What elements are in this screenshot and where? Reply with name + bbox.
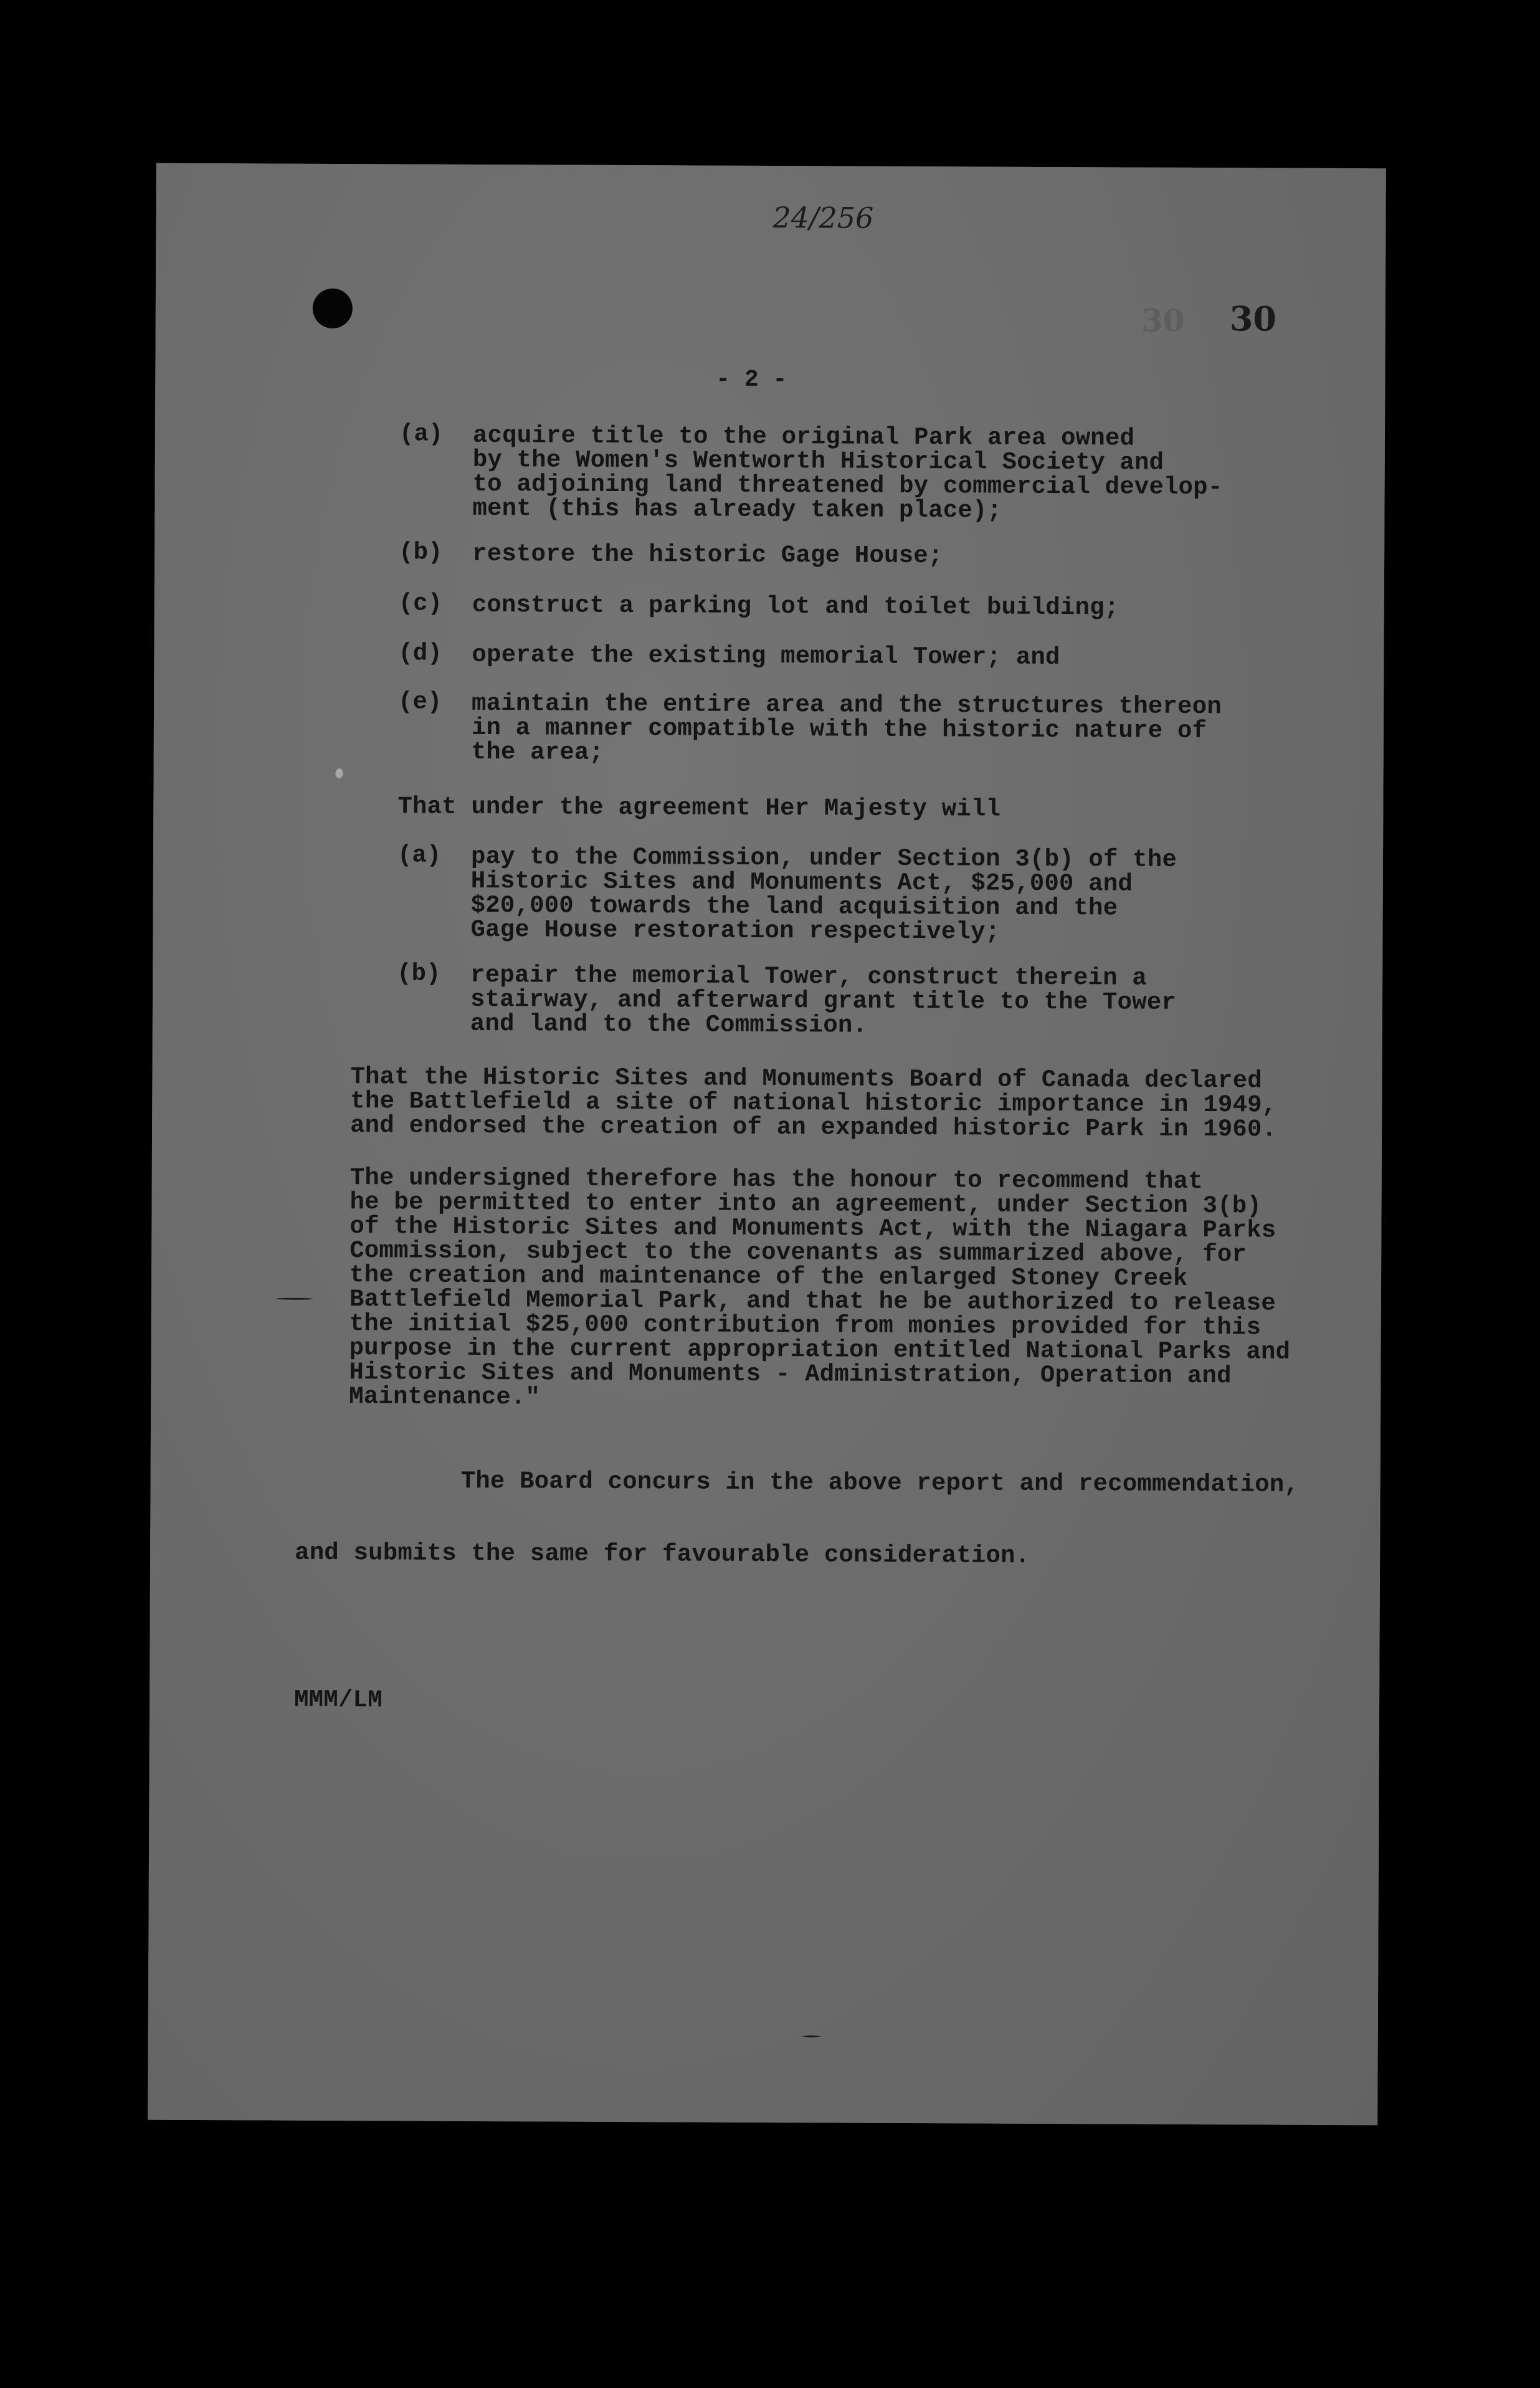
list-2-item-b-label: (b)	[397, 960, 441, 988]
list-1-item-b-label: (b)	[399, 538, 443, 566]
list-1-item-a-line-1: acquire title to the original Park area owned	[472, 421, 1135, 452]
folio-number: 30	[1229, 298, 1277, 339]
list-1-item-c-label: (c)	[398, 590, 443, 618]
list-2-item-a-line-2: Historic Sites and Monuments Act, $25,000 and	[470, 867, 1133, 898]
author-initials: MMM/LM	[294, 1686, 383, 1714]
list-2-item-a-line-3: $20,000 towards the land acquisition and the	[470, 891, 1118, 922]
board-concurs-line-1: The Board concurs in the above report and recommendation,	[460, 1467, 1300, 1499]
board-concurs-line-2: and submits the same for favourable consideration.	[295, 1539, 1030, 1570]
list-1-item-c-line-1: construct a parking lot and toilet building;	[472, 591, 1119, 622]
paragraph-2-line-7: the initial $25,000 contribution from monies provided for this	[349, 1310, 1262, 1342]
faded-folio-number: 30	[1141, 302, 1185, 339]
paragraph-1-line-1: That the Historic Sites and Monuments Board of Canada declared	[350, 1063, 1262, 1095]
punch-hole	[313, 289, 353, 328]
paragraph-2-line-9: Historic Sites and Monuments - Administration, Operation and	[349, 1359, 1232, 1390]
list-1-item-a-line-2: by the Women's Wentworth Historical Society and	[472, 446, 1164, 477]
paragraph-2-line-10: Maintenance."	[349, 1383, 541, 1411]
paragraph-1-line-3: and endorsed the creation of an expanded historic Park in 1960.	[350, 1112, 1277, 1144]
list-1-item-e-label: (e)	[397, 688, 442, 716]
list-1-item-e-line-1: maintain the entire area and the structures thereon	[471, 689, 1222, 721]
list-1-item-d-label: (d)	[398, 639, 442, 667]
list-2-item-a-line-1: pay to the Commission, under Section 3(b) of the	[470, 843, 1177, 874]
paragraph-1-line-2: the Battlefield a site of national historic importance in 1949,	[350, 1087, 1277, 1119]
list-1-item-e-line-2: in a manner compatible with the historic nature of	[471, 714, 1207, 745]
list-2-item-b-line-3: and land to the Commission.	[470, 1010, 868, 1039]
list-1-item-a-line-4: ment (this has already taken place);	[472, 494, 1002, 525]
list-2-item-b-line-2: stairway, and afterward grant title to the Tower	[470, 985, 1177, 1016]
list-2-item-a-label: (a)	[397, 841, 442, 869]
list-1-item-e-line-3: the area;	[471, 738, 604, 767]
paragraph-2-line-3: of the Historic Sites and Monuments Act, with the Niagara Parks	[349, 1213, 1276, 1244]
list-1-item-a-line-3: to adjoining land threatened by commercial develop-	[472, 470, 1223, 502]
list-1-item-a-label: (a)	[399, 420, 444, 448]
paragraph-2-line-1: The undersigned therefore has the honour to recommend that	[349, 1164, 1203, 1196]
paragraph-2-line-6: Battlefield Memorial Park, and that he be authorized to release	[349, 1286, 1276, 1317]
agreement-intro: That under the agreement Her Majesty will	[397, 793, 1001, 823]
paragraph-2-line-5: the creation and maintenance of the enlarged Stoney Creek	[349, 1261, 1188, 1292]
paragraph-2-line-8: purpose in the current appropriation entitled National Parks and	[349, 1334, 1291, 1366]
list-2-item-b-line-1: repair the memorial Tower, construct therein a	[470, 961, 1148, 992]
document-page	[148, 163, 1386, 2126]
list-1-item-d-line-1: operate the existing memorial Tower; and	[472, 641, 1060, 672]
paragraph-2-line-2: he be permitted to enter into an agreement, under Section 3(b)	[349, 1188, 1262, 1220]
paragraph-2-line-4: Commission, subject to the covenants as summarized above, for	[349, 1237, 1247, 1269]
scan-speck	[336, 768, 343, 778]
list-1-item-b-line-1: restore the historic Gage House;	[472, 540, 943, 570]
scan-speck	[276, 1298, 313, 1300]
handwritten-reference: 24/256	[772, 201, 874, 235]
scan-speck	[802, 2035, 821, 2037]
list-2-item-a-line-4: Gage House restoration respectively;	[470, 915, 1001, 946]
page-number: - 2 -	[716, 366, 787, 394]
